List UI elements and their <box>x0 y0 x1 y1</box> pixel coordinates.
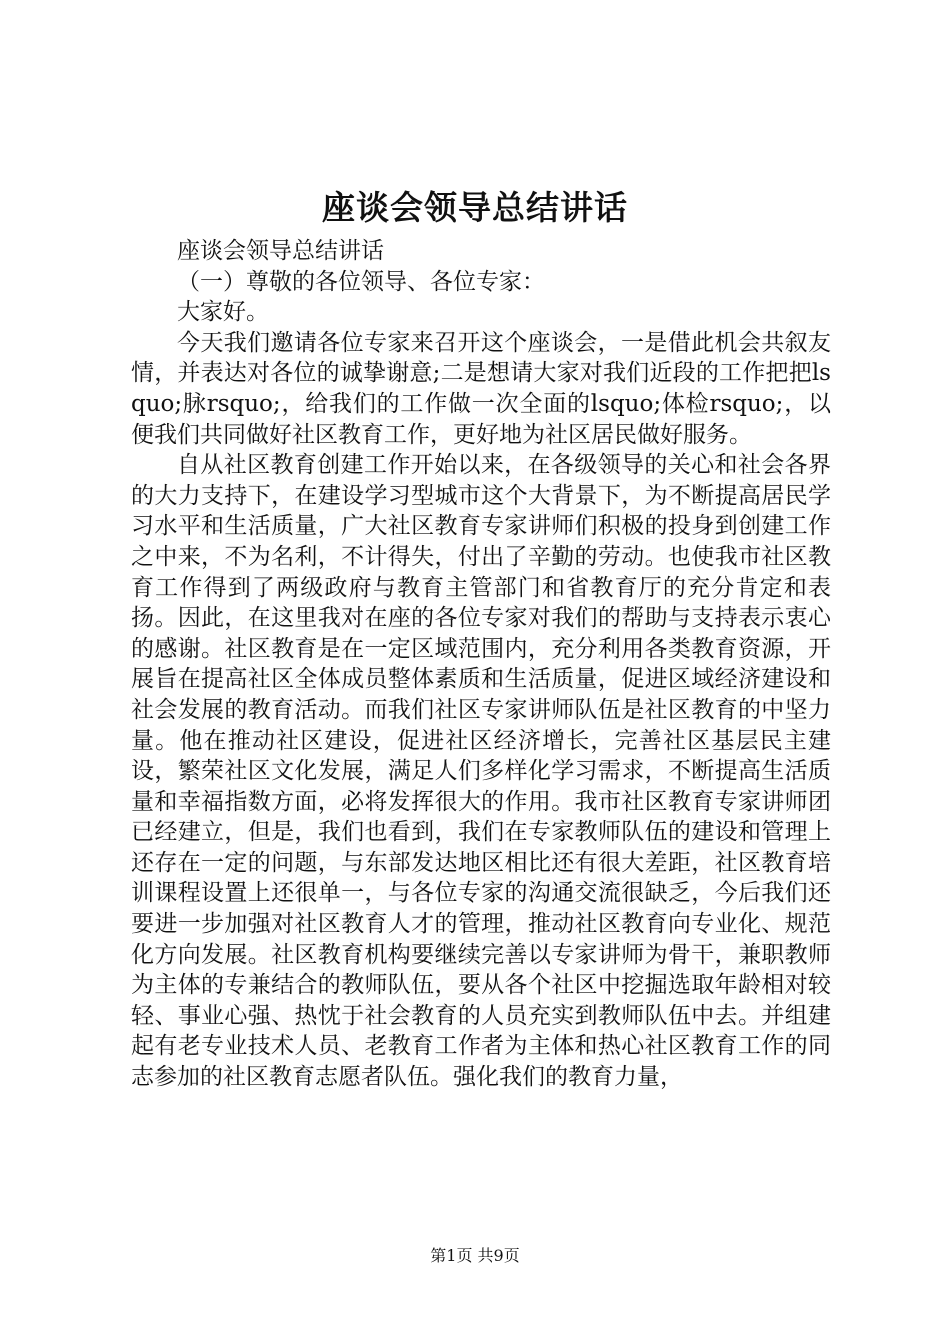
paragraph-salutation: （一）尊敬的各位领导、各位专家： <box>177 268 545 295</box>
document-title: 座谈会领导总结讲话 <box>322 188 628 227</box>
page-number-footer: 第1页 共9页 <box>430 1246 520 1265</box>
paragraph-greeting: 大家好。 <box>177 299 269 326</box>
paragraph-intro: 今天我们邀请各位专家来召开这个座谈会，一是借此机会共叙友情，并表达对各位的诚挚谢意;二是想请大家对我们近段的工作把把lsquo;脉rsquo;，给我们的工作做一次全面的lsquo;体检rsquo;，以便我们共同做好社区教育工作，更好地为社区居民做好服务。 <box>131 329 831 448</box>
paragraph-heading: 座谈会领导总结讲话 <box>177 238 384 264</box>
paragraph-main: 自从社区教育创建工作开始以来，在各级领导的关心和社会各界的大力支持下，在建设学习型城市这个大背景下，为不断提高居民学习水平和生活质量，广大社区教育专家讲师们积极的投身到创建工作之中来，不为名利，不计得失，付出了辛勤的劳动。也使我市社区教育工作得到了两级政府与教育主管部门和省教育厅的充分肯定和表扬。因此，在这里我对在座的各位专家对我们的帮助与支持表示衷心的感谢。社区教育是在一定区域范围内，充分利用各类教育资源，开展旨在提高社区全体成员整体素质和生活质量，促进区域经济建设和社会发展的教育活动。而我们社区专家讲师队伍是社区教育的中坚力量。他在推动社区建设，促进社区经济增长，完善社区基层民主建设，繁荣社区文化发展，满足人们多样化学习需求，不断提高生活质量和幸福指数方面，必将发挥很大的作用。我市社区教育专家讲师团已经建立，但是，我们也看到，我们在专家教师队伍的建设和管理上还存在一定的问题，与东部发达地区相比还有很大差距，社区教育培训课程设置上还很单一，与各位专家的沟通交流很缺乏，今后我们还要进一步加强对社区教育人才的管理，推动社区教育向专业化、规范化方向发展。社区教育机构要继续完善以专家讲师为骨干，兼职教师为主体的专兼结合的教师队伍，要从各个社区中挖掘选取年龄相对较轻、事业心强、热忱于社会教育的人员充实到教师队伍中去。并组建起有老专业技术人员、老教育工作者为主体和热心社区教育工作的同志参加的社区教育志愿者队伍。强化我们的教育力量， <box>131 452 831 1091</box>
document-body <box>131 236 831 1093</box>
